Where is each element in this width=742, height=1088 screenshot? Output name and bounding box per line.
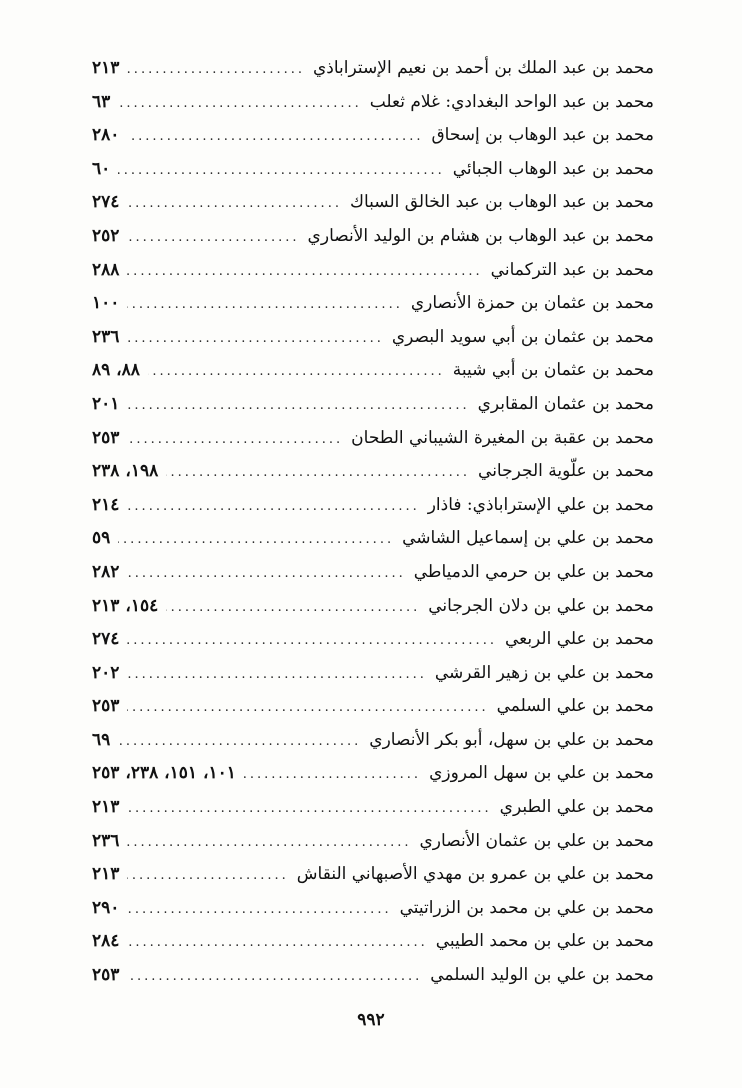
entry-page-numbers: ٦٠ [92,158,111,179]
index-entry [92,260,654,294]
entry-page-numbers: ٢٨٤ [92,931,120,952]
entry-name: محمد بن عثمان بن أبي شيبة [452,360,654,381]
entry-page-numbers: ٢٥٣ [92,696,120,717]
page-number: ٩٩٢ [357,1010,385,1030]
entry-name: محمد بن علي بن عثمان الأنصاري [419,830,654,851]
dot-leader [127,700,488,715]
dot-leader [127,835,411,850]
index-entry [92,360,654,394]
entry-name: محمد بن عقبة بن المغيرة الشيباني الطحان [351,427,654,448]
dot-leader [118,163,444,178]
entry-name: محمد بن عبد الوهاب الجبائي [452,158,654,179]
entry-page-numbers: ٢٠٢ [92,662,120,683]
entry-name: محمد بن علي السلمي [496,696,654,717]
dot-leader [127,902,391,917]
index-entry [92,898,654,932]
entry-page-numbers: ٢١٣ [92,864,120,885]
index-entry [92,226,654,260]
entry-name: محمد بن علي بن إسماعيل الشاشي [402,528,654,549]
entry-name: محمد بن عبد الوهاب بن هشام بن الوليد الأنصاري [307,225,654,246]
index-entry [92,327,654,361]
dot-leader [127,566,405,581]
index-entry [92,797,654,831]
entry-name: محمد بن علي الربعي [504,629,654,650]
name-index-list [92,58,654,999]
dot-leader [127,398,469,413]
entry-name: محمد بن علي الطبري [499,797,654,818]
entry-page-numbers: ٢٩٠ [92,897,120,918]
index-entry [92,528,654,562]
dot-leader [127,667,426,682]
entry-page-numbers: ٢٣٦ [92,830,120,851]
index-entry [92,293,654,327]
index-entry [92,394,654,428]
entry-name: محمد بن عبد الوهاب بن إسحاق [431,125,654,146]
dot-leader [127,868,288,883]
index-entry [92,596,654,630]
entry-page-numbers: ٢٥٣ [92,965,120,986]
index-entry [92,696,654,730]
dot-leader [127,935,427,950]
dot-leader [127,62,305,77]
index-entry [92,159,654,193]
entry-page-numbers: ٢١٤ [92,494,120,515]
dot-leader [127,297,402,312]
dot-leader [166,465,470,480]
dot-leader [127,331,383,346]
index-entry [92,58,654,92]
entry-page-numbers: ٢٨٢ [92,561,120,582]
entry-name: محمد بن عبد التركماني [490,259,654,280]
index-entry [92,92,654,126]
entry-name: محمد بن علي بن عمرو بن مهدي الأصبهاني النقاش [296,864,654,885]
entry-page-numbers: ٢١٣ [92,58,120,78]
entry-name: محمد بن عثمان بن حمزة الأنصاري [410,293,654,314]
entry-page-numbers: ٢١٣ [92,797,120,818]
dot-leader [118,532,394,547]
index-entry [92,763,654,797]
index-entry [92,663,654,697]
dot-leader [127,432,343,447]
dot-leader [127,129,423,144]
index-entry [92,495,654,529]
entry-page-numbers: ١٩٨، ٢٣٨ [92,461,159,482]
entry-name: محمد بن علي بن حرمي الدمياطي [413,561,654,582]
dot-leader [127,801,491,816]
index-entry [92,831,654,865]
entry-page-numbers: ٨٨، ٨٩ [92,360,140,381]
entry-name: محمد بن عبد الملك بن أحمد بن نعيم الإستراباذي [312,58,654,78]
index-entry [92,461,654,495]
entry-name: محمد بن عبد الوهاب بن عبد الخالق السباك [349,192,654,213]
index-entry [92,192,654,226]
index-entry [92,730,654,764]
dot-leader [127,499,419,514]
entry-page-numbers: ٢٨٨ [92,259,120,280]
index-entry [92,562,654,596]
entry-page-numbers: ٢٥٢ [92,225,120,246]
entry-name: محمد بن علي بن الوليد السلمي [430,965,654,986]
dot-leader [127,264,482,279]
dot-leader [118,96,361,111]
entry-page-numbers: ١٥٤، ٢١٣ [92,595,159,616]
entry-name: محمد بن علي بن سهل، أبو بكر الأنصاري [369,729,654,750]
entry-page-numbers: ٢٨٠ [92,125,120,146]
entry-page-numbers: ٢٥٣ [92,427,120,448]
entry-page-numbers: ٢٣٦ [92,326,120,347]
entry-page-numbers: ٦٩ [92,729,111,750]
entry-page-numbers: ٢٧٤ [92,192,120,213]
entry-page-numbers: ٥٩ [92,528,111,549]
index-entry [92,965,654,999]
index-entry [92,931,654,965]
entry-name: محمد بن علي بن زهير القرشي [434,662,654,683]
entry-page-numbers: ٢٠١ [92,393,120,414]
index-entry [92,629,654,663]
dot-leader [127,230,299,245]
entry-name: محمد بن علي بن سهل المروزي [429,763,654,784]
dot-leader [127,969,422,984]
entry-name: محمد بن علي الإستراباذي: فاذار [427,494,654,515]
dot-leader [118,734,361,749]
entry-name: محمد بن علي بن محمد الطيبي [435,931,654,952]
dot-leader [244,767,421,782]
dot-leader [127,196,342,211]
entry-page-numbers: ١٠١، ١٥١، ٢٣٨، ٢٥٣ [92,763,236,784]
entry-page-numbers: ٦٣ [92,91,111,112]
entry-name: محمد بن عثمان بن أبي سويد البصري [391,326,654,347]
index-entry [92,125,654,159]
entry-name: محمد بن علّوية الجرجاني [478,461,654,482]
dot-leader [127,633,497,648]
dot-leader [166,600,420,615]
entry-name: محمد بن عثمان المقابري [477,393,654,414]
entry-name: محمد بن علي بن دلان الجرجاني [428,595,654,616]
index-entry [92,864,654,898]
entry-page-numbers: ١٠٠ [92,293,120,314]
index-entry [92,428,654,462]
entry-name: محمد بن عبد الواحد البغدادي: غلام ثعلب [369,91,654,112]
entry-name: محمد بن علي بن محمد بن الزراتيتي [399,897,654,918]
dot-leader [148,364,445,379]
entry-page-numbers: ٢٧٤ [92,629,120,650]
